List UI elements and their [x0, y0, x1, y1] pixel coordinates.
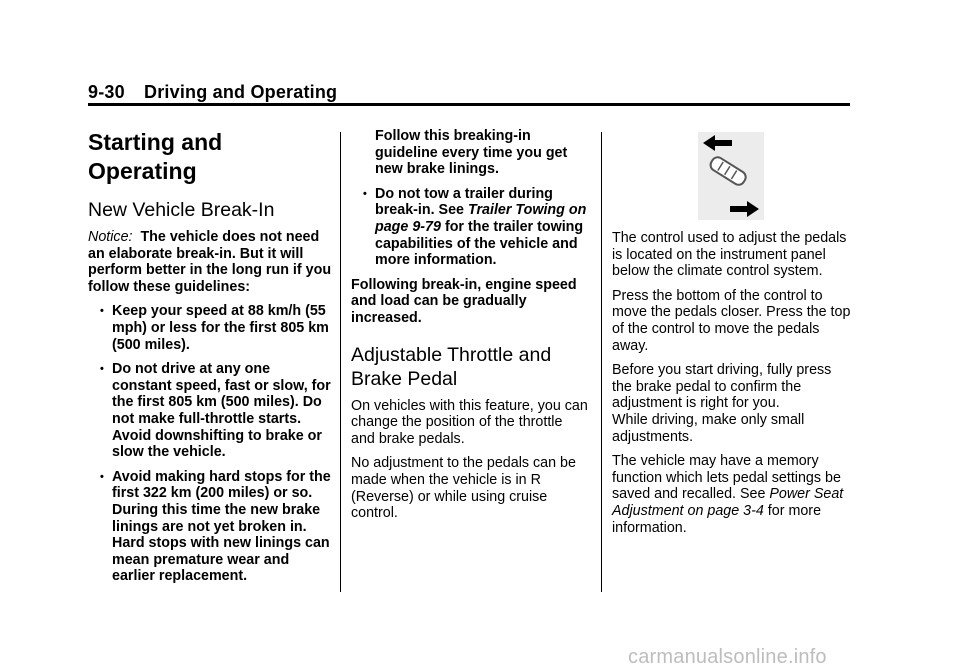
page-number: 9-30: [88, 82, 125, 102]
foot-pedal-icon: [708, 155, 748, 187]
header-rule: [88, 103, 850, 106]
paragraph: No adjustment to the pedals can be made when the vehicle is in R (Reverse) or while using cruise control.: [351, 455, 576, 522]
chapter-title: Starting and Operating: [88, 129, 223, 184]
power-seat-link[interactable]: Power Seat Adjustment on page 3-4: [612, 486, 844, 519]
pedal-control-illustration: [698, 132, 764, 220]
page-header: [88, 82, 337, 103]
list-item: • Do not drive at any one constant speed, fast or slow, for the first 805 km (500 miles). Do not make full-throttle starts. Avoid downshifting to brake or slow the vehicle.: [88, 361, 332, 461]
paragraph: [612, 362, 852, 445]
section-title: Driving and Operating: [144, 82, 338, 102]
column-1: [88, 128, 332, 593]
list-item: • Keep your speed at 88 km/h (55 mph) or less for the first 805 km (500 miles).: [88, 303, 332, 353]
paragraph: [612, 453, 852, 536]
section-heading-pedal: Adjustable Throttle and Brake Pedal: [351, 343, 552, 390]
list-item-trailer: [351, 186, 589, 269]
paragraph: The control used to adjust the pedals is located on the instrument panel below the climate control system.: [612, 230, 847, 280]
memory-text: The vehicle may have a memory function which lets pedal settings be saved and recalled. See: [612, 453, 841, 503]
notice-label: Notice:: [88, 229, 133, 245]
sentence: While driving, make only small adjustments.: [612, 411, 805, 445]
sentence: Before you start driving, fully press the brake pedal to confirm the adjustment is right for you.: [612, 362, 832, 412]
arrow-left-icon: [703, 135, 732, 151]
paragraph: On vehicles with this feature, you can change the position of the throttle and brake pedals.: [351, 397, 588, 447]
continued-text: Follow this breaking-in guideline every time you get new brake linings.: [375, 128, 568, 178]
trailer-towing-link[interactable]: Trailer Towing on page 9-79: [375, 202, 587, 235]
section-heading-break-in: New Vehicle Break-In: [88, 199, 275, 221]
column-divider: [601, 132, 602, 592]
tow-text-post: for the trailer towing capabilities of the vehicle and more information.: [375, 218, 584, 269]
notice-text: The vehicle does not need an elaborate break-in. But it will perform better in the long run if you follow these guidelines:: [88, 229, 332, 295]
paragraph: Press the bottom of the control to move the pedals closer. Press the top of the control to move the pedals away.: [612, 287, 851, 354]
memory-text-post: for more information.: [612, 502, 822, 536]
watermark: carmanualsonline.info: [628, 646, 827, 668]
after-break-in-paragraph: Following break-in, engine speed and load can be gradually increased.: [351, 276, 577, 326]
pedal-adjust-icon: [698, 132, 764, 220]
column-divider: [340, 132, 341, 592]
arrow-right-icon: [730, 201, 759, 217]
notice-paragraph: [88, 229, 332, 295]
tow-text: Do not tow a trailer during break-in. See: [375, 185, 553, 219]
column-3: [612, 230, 852, 544]
column-2: [351, 128, 589, 530]
list-item: • Avoid making hard stops for the first 322 km (200 miles) or so. During this time the new brake linings are not yet broken in. Hard stops with new linings can mean premature wear and earlier replacement.: [88, 469, 332, 585]
